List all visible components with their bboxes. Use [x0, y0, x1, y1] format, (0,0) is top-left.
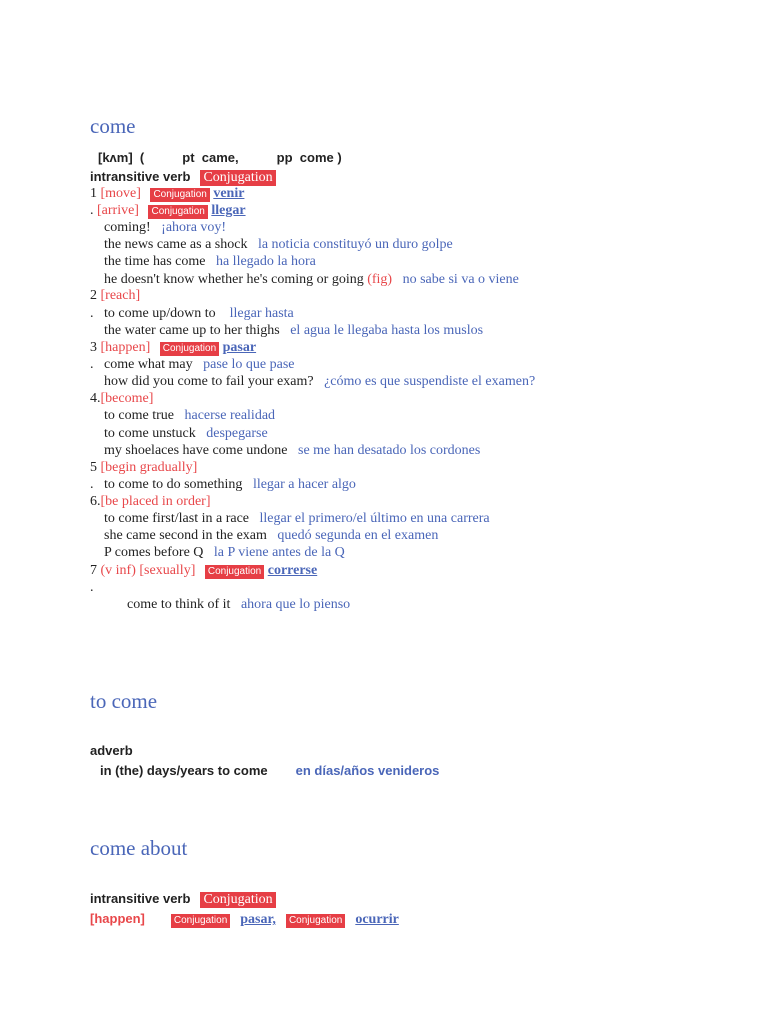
sense-move: [90, 186, 244, 202]
sense-arrive: [90, 203, 246, 219]
entry-heading-come: come: [90, 114, 136, 138]
bullet: .: [90, 580, 94, 595]
conjugation-button[interactable]: Conjugation: [160, 342, 219, 356]
example-es: llegar hasta: [229, 306, 294, 321]
sense-tag: [arrive]: [97, 203, 139, 218]
example-line: [104, 545, 345, 561]
example-en: coming!: [104, 220, 151, 235]
example-es: pase lo que pase: [203, 357, 295, 372]
sense-tag: [happen]: [90, 911, 145, 926]
example-line: [104, 443, 480, 459]
conjugation-button[interactable]: Conjugation: [205, 565, 264, 579]
conjugation-button[interactable]: Conjugation: [150, 188, 209, 202]
example-es: despegarse: [206, 426, 268, 441]
example-line: [104, 254, 316, 270]
sense-number: .: [90, 203, 94, 218]
pp-label: pp: [276, 150, 293, 165]
example-line: [104, 374, 535, 390]
sense-tag: [reach]: [100, 288, 141, 303]
example-en: to come unstuck: [104, 426, 196, 441]
sense-about-happen: [90, 910, 399, 928]
example-en: come to think of it: [127, 597, 231, 612]
sense-tag: [happen]: [100, 340, 151, 355]
example-line: [90, 306, 294, 322]
example-en: the time has come: [104, 254, 206, 269]
example-es: quedó segunda en el examen: [277, 528, 439, 543]
part-of-speech: intransitive verb: [90, 169, 191, 184]
example-line: [100, 762, 439, 780]
example-line: [104, 272, 519, 288]
part-of-speech: adverb: [90, 743, 133, 758]
example-es: ha llegado la hora: [215, 254, 316, 269]
sense-tag: [become]: [100, 391, 154, 406]
sense-reach: [90, 288, 140, 304]
example-line: [104, 408, 275, 424]
pos-line-1: [90, 168, 276, 186]
sense-begin-gradually: [90, 460, 197, 476]
example-es: hacerse realidad: [184, 408, 276, 423]
example-line: [90, 357, 295, 373]
sense-tag: (v inf) [sexually]: [100, 563, 196, 578]
sense-number: 4.: [90, 391, 101, 406]
example-line: [104, 323, 483, 339]
translation-link[interactable]: ocurrir: [355, 912, 399, 927]
example-es: se me han desatado los cordones: [298, 443, 481, 458]
example-en: she came second in the exam: [104, 528, 267, 543]
example-es: ahora que lo pienso: [240, 597, 351, 612]
translation-link[interactable]: llegar: [211, 203, 246, 218]
example-es: no sabe si va o viene: [402, 272, 519, 287]
bullet: .: [90, 357, 94, 372]
pt-label: pt: [182, 150, 195, 165]
example-es: en días/años venideros: [295, 763, 440, 778]
example-en: to come to do something: [104, 477, 243, 492]
pos-line-3: [90, 890, 276, 908]
entry-heading-come-about: come about: [90, 836, 188, 860]
example-es: llegar el primero/el último en una carrera: [259, 511, 490, 526]
sense-tag: [be placed in order]: [100, 494, 211, 509]
example-line: [90, 477, 356, 493]
translation-link[interactable]: pasar: [222, 340, 257, 355]
paren-open: (: [139, 150, 145, 165]
example-line: [104, 528, 438, 544]
conjugation-button[interactable]: Conjugation: [286, 914, 345, 928]
example-en: to come up/down to: [104, 306, 216, 321]
example-es: llegar a hacer algo: [252, 477, 356, 492]
ipa: [kʌm]: [98, 150, 133, 165]
example-en: to come first/last in a race: [104, 511, 249, 526]
sense-number: 2: [90, 288, 97, 303]
sense-number: 1: [90, 186, 97, 201]
example-es: ¿cómo es que suspendiste el examen?: [324, 374, 536, 389]
translation-link[interactable]: venir: [213, 186, 245, 201]
example-es: la noticia constituyó un duro golpe: [257, 237, 453, 252]
conjugation-button[interactable]: Conjugation: [171, 914, 230, 928]
example-line: [104, 426, 268, 442]
sense-tag: [move]: [100, 186, 141, 201]
sense-sexually: [90, 563, 317, 579]
example-en: he doesn't know whether he's coming or going: [104, 272, 364, 287]
example-en: the news came as a shock: [104, 237, 248, 252]
past-tense: came,: [201, 150, 239, 165]
sense-placed-in-order: [90, 494, 211, 510]
example-line: [104, 511, 490, 527]
example-line: [104, 220, 226, 236]
example-en: in (the) days/years to come: [100, 763, 268, 778]
entry-heading-to-come: to come: [90, 689, 158, 713]
part-of-speech: intransitive verb: [90, 891, 191, 906]
pronunciation-line: [98, 150, 342, 165]
sense-number: 6.: [90, 494, 101, 509]
conjugation-button[interactable]: Conjugation: [200, 170, 275, 186]
example-es: la P viene antes de la Q: [213, 545, 345, 560]
example-line: [127, 597, 350, 613]
register-label: (fig): [367, 272, 393, 287]
sense-number: 3: [90, 340, 97, 355]
example-es: el agua le llegaba hasta los muslos: [290, 323, 484, 338]
past-participle: come ): [299, 150, 342, 165]
conjugation-button[interactable]: Conjugation: [148, 205, 207, 219]
example-line: [104, 237, 453, 253]
translation-link[interactable]: correrse: [267, 563, 318, 578]
sense-number: 5: [90, 460, 97, 475]
translation-link[interactable]: pasar,: [240, 912, 276, 927]
example-en: how did you come to fail your exam?: [104, 374, 314, 389]
example-en: come what may: [104, 357, 193, 372]
sense-become: [90, 391, 153, 407]
sense-tag: [begin gradually]: [100, 460, 198, 475]
sense-number: 7: [90, 563, 97, 578]
example-es: ¡ahora voy!: [161, 220, 227, 235]
example-en: P comes before Q: [104, 545, 204, 560]
bullet: .: [90, 477, 94, 492]
example-en: to come true: [104, 408, 174, 423]
example-en: my shoelaces have come undone: [104, 443, 288, 458]
conjugation-button[interactable]: Conjugation: [200, 892, 275, 908]
bullet: .: [90, 306, 94, 321]
sense-happen: [90, 340, 256, 356]
example-en: the water came up to her thighs: [104, 323, 280, 338]
